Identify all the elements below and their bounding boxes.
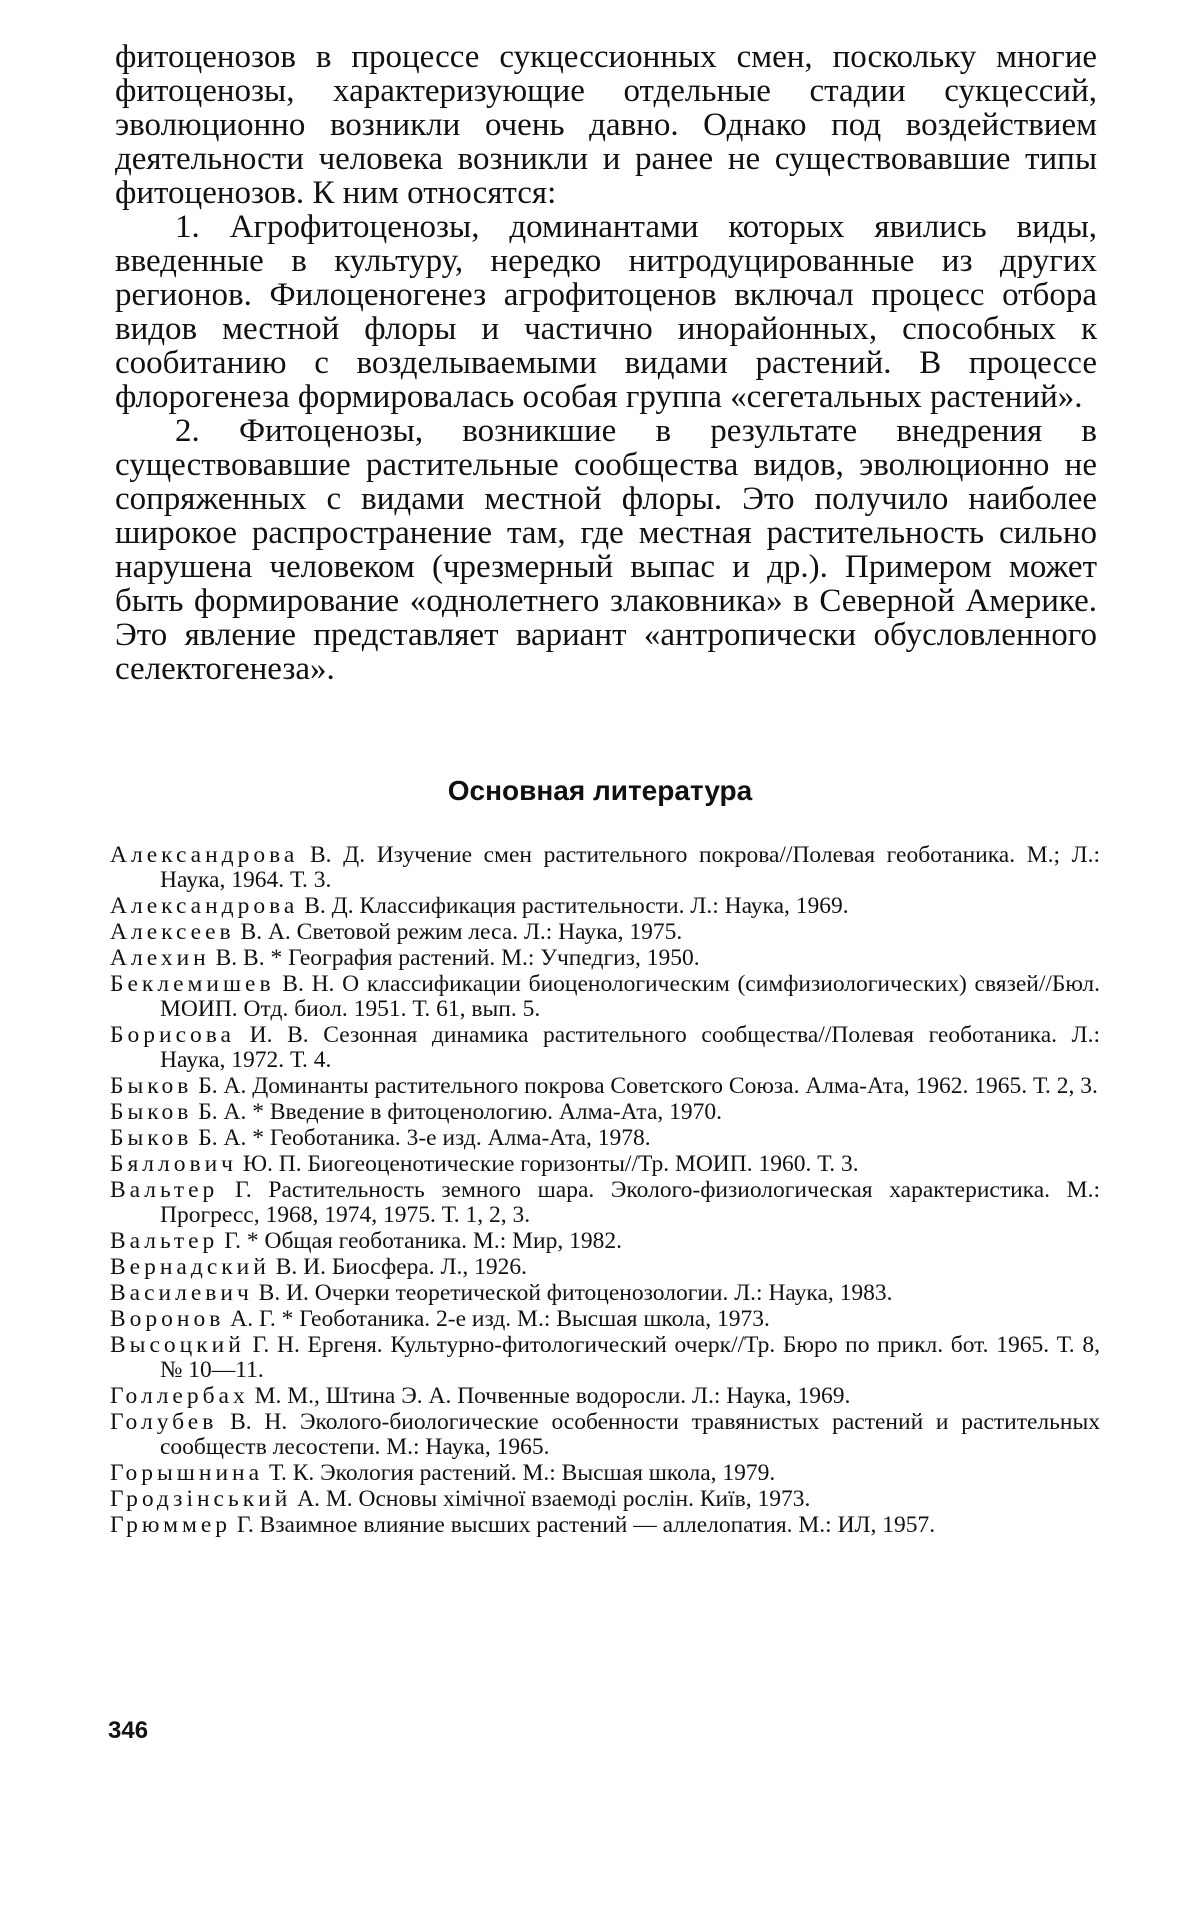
reference-text: В. И. Очерки теоретической фитоценозологии. Л.: Наука, 1983. <box>252 1280 893 1306</box>
reference-item <box>110 1229 1100 1254</box>
body-text <box>115 40 1097 686</box>
reference-author: Бяллович <box>110 1151 237 1177</box>
reference-item <box>110 1178 1100 1228</box>
reference-author: Грюммер <box>110 1512 232 1538</box>
reference-item <box>110 1487 1100 1512</box>
reference-author: Быков <box>110 1073 193 1099</box>
reference-item <box>110 894 1100 919</box>
reference-item <box>110 1126 1100 1151</box>
reference-author: Алексеев <box>110 919 235 945</box>
reference-author: Воронов <box>110 1306 225 1332</box>
reference-item <box>110 1307 1100 1332</box>
reference-author: Борисова <box>110 1022 235 1048</box>
reference-text: Г. Н. Ергеня. Культурно-фитологический очерк//Тр. Бюро по прикл. бот. 1965. Т. 8, № 10—11. <box>160 1332 1100 1383</box>
reference-item <box>110 1384 1100 1409</box>
reference-author: Гродзінський <box>110 1486 292 1512</box>
reference-item <box>110 1023 1100 1073</box>
reference-item <box>110 1281 1100 1306</box>
reference-text: Б. А. * Геоботаника. 3-е изд. Алма-Ата, 1978. <box>192 1125 651 1151</box>
reference-text: И. В. Сезонная динамика растительного сообщества//Полевая геоботаника. Л.: Наука, 1972. Т. 4. <box>160 1022 1100 1073</box>
reference-item <box>110 972 1100 1022</box>
reference-item <box>110 1152 1100 1177</box>
reference-text: М. М., Штина Э. А. Почвенные водоросли. Л.: Наука, 1969. <box>248 1383 851 1409</box>
reference-text: Г. * Общая геоботаника. М.: Мир, 1982. <box>218 1228 622 1254</box>
reference-text: Т. К. Экология растений. М.: Высшая школа, 1979. <box>263 1460 776 1486</box>
page-number: 346 <box>108 1717 149 1744</box>
reference-text: В. Д. Классификация растительности. Л.: Наука, 1969. <box>298 893 849 919</box>
body-paragraph: 1. Агрофитоценозы, доминантами которых явились виды, введенные в культуру, нередко нитродуцированные из других регионов. Филоценогенез агрофитоценов включал процесс отбора видов местной флоры и частично инорайонных, способных к сообитанию с возделываемыми видами растений. В процессе флорогенеза формировалась особая группа «сегетальных растений». <box>115 209 1097 415</box>
reference-text: В. Н. О классификации биоценологическим (симфизиологических) связей//Бюл. МОИП. Отд. биол. 1951. Т. 61, вып. 5. <box>160 971 1100 1022</box>
reference-item <box>110 946 1100 971</box>
reference-author: Высоцкий <box>110 1332 245 1358</box>
reference-author: Быков <box>110 1099 193 1125</box>
reference-author: Голубев <box>110 1409 218 1435</box>
reference-item <box>110 1255 1100 1280</box>
reference-text: Б. А. * Введение в фитоценологию. Алма-Ата, 1970. <box>192 1099 723 1125</box>
reference-item <box>110 1513 1100 1538</box>
reference-text: Ю. П. Биогеоценотические горизонты//Тр. МОИП. 1960. Т. 3. <box>237 1151 859 1177</box>
references-list <box>110 843 1100 1539</box>
reference-author: Беклемишев <box>110 971 275 997</box>
reference-author: Вернадский <box>110 1254 270 1280</box>
reference-item <box>110 843 1100 893</box>
reference-author: Алехин <box>110 945 210 971</box>
reference-author: Горышнина <box>110 1460 264 1486</box>
reference-item <box>110 920 1100 945</box>
reference-author: Вальтер <box>110 1177 219 1203</box>
body-paragraph: фитоценозов в процессе сукцессионных смен, поскольку многие фитоценозы, характеризующие отдельные стадии сукцессий, эволюционно возникли очень давно. Однако под воздействием деятельности человека возникли и ранее не существовавшие типы фитоценозов. К ним относятся: <box>115 39 1097 211</box>
reference-item <box>110 1410 1100 1460</box>
reference-text: Г. Растительность земного шара. Эколого-физиологическая характеристика. М.: Прогресс, 1968, 1974, 1975. Т. 1, 2, 3. <box>160 1177 1100 1228</box>
reference-author: Вальтер <box>110 1228 219 1254</box>
reference-text: В. Д. Изучение смен растительного покрова//Полевая геоботаника. М.; Л.: Наука, 1964. Т. 3. <box>160 842 1100 893</box>
reference-text: А. Г. * Геоботаника. 2-е изд. М.: Высшая школа, 1973. <box>224 1306 770 1332</box>
reference-item <box>110 1461 1100 1486</box>
reference-author: Александрова <box>110 893 299 919</box>
reference-text: В. В. * География растений. М.: Учпедгиз, 1950. <box>209 945 700 971</box>
reference-author: Быков <box>110 1125 193 1151</box>
references-heading: Основная литература <box>447 775 753 806</box>
reference-text: Б. А. Доминанты растительного покрова Советского Союза. Алма-Ата, 1962. 1965. Т. 2, 3. <box>192 1073 1098 1099</box>
reference-item <box>110 1100 1100 1125</box>
reference-text: В. И. Биосфера. Л., 1926. <box>269 1254 527 1280</box>
reference-text: Г. Взаимное влияние высших растений — аллелопатия. М.: ИЛ, 1957. <box>231 1512 936 1538</box>
reference-author: Голлербах <box>110 1383 249 1409</box>
reference-item <box>110 1333 1100 1383</box>
reference-text: В. Н. Эколого-биологические особенности травянистых растений и растительных сообществ лесостепи. М.: Наука, 1965. <box>160 1409 1100 1460</box>
body-paragraph: 2. Фитоценозы, возникшие в результате внедрения в существовавшие растительные сообщества видов, эволюционно не сопряженных с видами местной флоры. Это получило наиболее широкое распространение там, где местная растительность сильно нарушена человеком (чрезмерный выпас и др.). Примером может быть формирование «однолетнего злаковника» в Северной Америке. Это явление представляет вариант «антропически обусловленного селектогенеза». <box>115 413 1097 687</box>
reference-author: Александрова <box>110 842 299 868</box>
reference-author: Василевич <box>110 1280 253 1306</box>
reference-item <box>110 1074 1100 1099</box>
reference-text: В. А. Световой режим леса. Л.: Наука, 1975. <box>234 919 683 945</box>
reference-text: А. М. Основы хімічної взаемоді рослін. Київ, 1973. <box>291 1486 811 1512</box>
